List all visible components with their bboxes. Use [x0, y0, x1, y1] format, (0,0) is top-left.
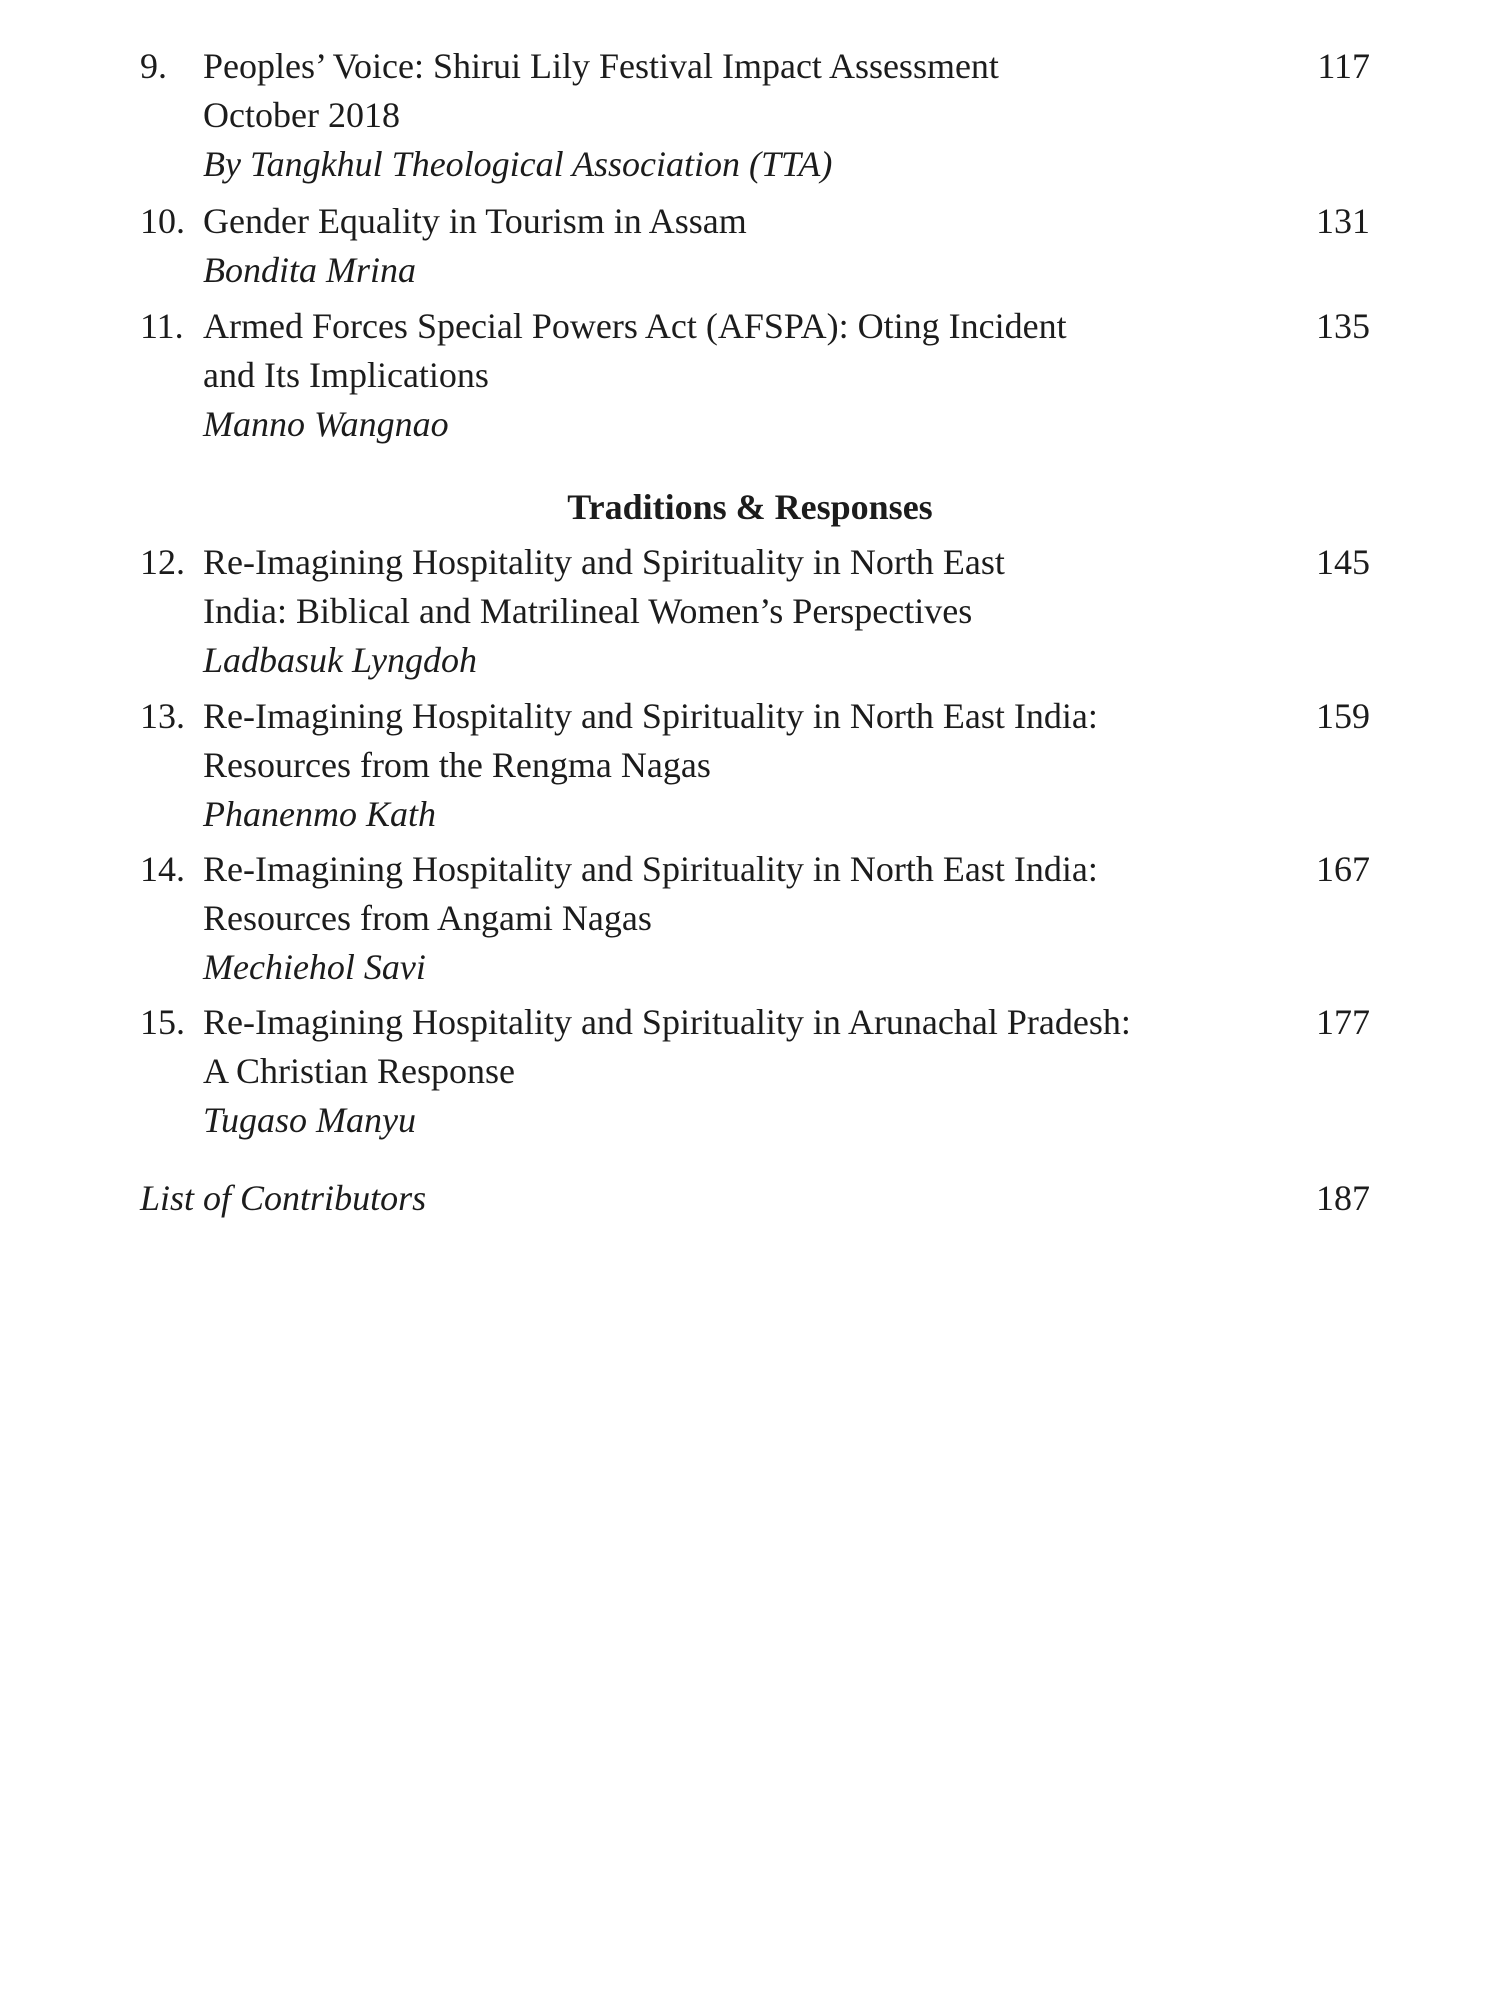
- entry-title-line: Peoples’ Voice: Shirui Lily Festival Impact Assessment: [203, 46, 999, 86]
- entry-title-line: India: Biblical and Matrilineal Women’s Perspectives: [203, 591, 973, 631]
- entry-number: 14.: [140, 849, 185, 889]
- entry-title-line: A Christian Response: [203, 1051, 515, 1091]
- entry-title-line: Resources from Angami Nagas: [203, 898, 652, 938]
- entry-title-line: Resources from the Rengma Nagas: [203, 745, 711, 785]
- section-heading: Traditions & Responses: [567, 487, 933, 527]
- entry-author: Ladbasuk Lyngdoh: [203, 640, 477, 680]
- entry-title-line: October 2018: [203, 95, 400, 135]
- entry-author: Mechiehol Savi: [203, 947, 426, 987]
- entry-author: Phanenmo Kath: [203, 794, 436, 834]
- entry-author: By Tangkhul Theological Association (TTA): [203, 144, 833, 184]
- entry-title-line: Re-Imagining Hospitality and Spirituality in Arunachal Pradesh:: [203, 1002, 1131, 1042]
- entry-page-number: 135: [1316, 306, 1370, 346]
- entry-page-number: 177: [1316, 1002, 1370, 1042]
- entry-number: 12.: [140, 542, 185, 582]
- entry-number: 13.: [140, 696, 185, 736]
- entry-number: 11.: [140, 306, 184, 346]
- entry-page-number: 145: [1316, 542, 1370, 582]
- entry-author: Tugaso Manyu: [203, 1100, 417, 1140]
- entry-title-line: and Its Implications: [203, 355, 489, 395]
- entry-page-number: 117: [1317, 46, 1370, 86]
- entry-author: Bondita Mrina: [203, 250, 416, 290]
- contributors-label: List of Contributors: [140, 1178, 427, 1218]
- entry-page-number: 187: [1316, 1178, 1370, 1218]
- entry-number: 10.: [140, 201, 185, 241]
- entry-author: Manno Wangnao: [203, 404, 449, 444]
- entry-page-number: 159: [1316, 696, 1370, 736]
- entry-title-line: Armed Forces Special Powers Act (AFSPA): Oting Incident: [203, 306, 1067, 346]
- entry-title-line: Re-Imagining Hospitality and Spirituality in North East India:: [203, 849, 1098, 889]
- entry-number: 15.: [140, 1002, 185, 1042]
- entry-number: 9.: [140, 46, 167, 86]
- entry-page-number: 167: [1316, 849, 1370, 889]
- entry-title-line: Re-Imagining Hospitality and Spirituality in North East: [203, 542, 1005, 582]
- entry-title-line: Re-Imagining Hospitality and Spirituality in North East India:: [203, 696, 1098, 736]
- entry-title-line: Gender Equality in Tourism in Assam: [203, 201, 747, 241]
- entry-page-number: 131: [1316, 201, 1370, 241]
